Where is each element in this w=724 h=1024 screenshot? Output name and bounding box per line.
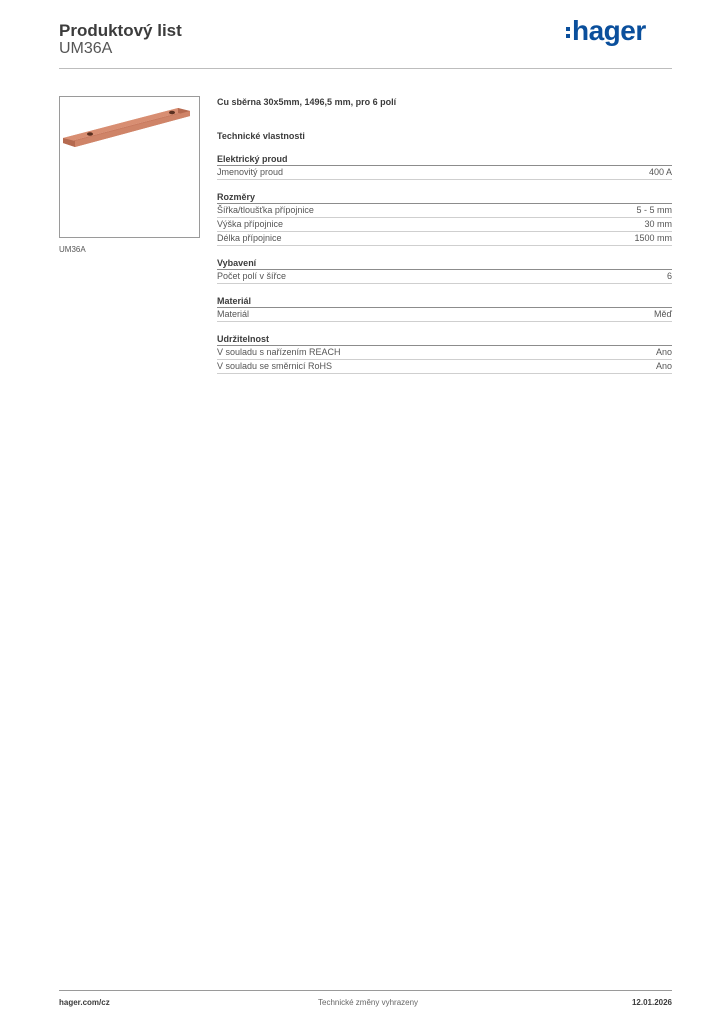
spec-group-electrical — [217, 153, 672, 180]
spec-group-title: Elektrický proud — [217, 153, 672, 166]
spec-group-sustainability — [217, 333, 672, 374]
spec-value: Ano — [655, 361, 672, 371]
spec-value: Měď — [653, 309, 672, 319]
spec-row — [217, 166, 672, 180]
spec-row — [217, 270, 672, 284]
spec-row — [217, 204, 672, 218]
section-title: Technické vlastnosti — [217, 131, 305, 141]
product-description: Cu sběrna 30x5mm, 1496,5 mm, pro 6 polí — [217, 97, 397, 107]
product-image-frame — [59, 96, 200, 238]
specifications — [217, 96, 672, 374]
logo-dots-icon — [566, 27, 570, 38]
page-title: Produktový list — [59, 21, 182, 40]
footer-website-link[interactable]: hager.com/cz — [59, 998, 110, 1007]
header-divider — [59, 68, 672, 69]
spec-label: V souladu s nařízením REACH — [217, 347, 341, 357]
spec-label: Šířka/tloušťka přípojnice — [217, 205, 314, 215]
footer-disclaimer: Technické změny vyhrazeny — [318, 998, 419, 1007]
spec-label: Materiál — [217, 309, 250, 319]
spec-value: Ano — [655, 347, 672, 357]
spec-row — [217, 308, 672, 322]
spec-group-title: Rozměry — [217, 191, 672, 204]
spec-value: 400 A — [648, 167, 672, 177]
logo-text: hager — [572, 15, 646, 46]
spec-label: V souladu se směrnicí RoHS — [217, 361, 333, 371]
footer-date: 12.01.2026 — [631, 998, 672, 1007]
spec-group-title: Vybavení — [217, 257, 672, 270]
spec-group-material — [217, 295, 672, 322]
spec-value: 5 - 5 mm — [636, 205, 672, 215]
product-code: UM36A — [59, 40, 113, 57]
spec-label: Výška přípojnice — [217, 219, 284, 229]
spec-value: 1500 mm — [634, 233, 672, 243]
spec-label: Počet polí v šířce — [217, 271, 287, 281]
footer-divider — [59, 990, 672, 991]
spec-row — [217, 360, 672, 374]
copper-busbar-icon — [60, 97, 199, 237]
spec-group-equipment — [217, 257, 672, 284]
spec-value: 30 mm — [644, 219, 672, 229]
spec-row — [217, 232, 672, 246]
spec-group-dimensions — [217, 191, 672, 246]
spec-value: 6 — [666, 271, 672, 281]
spec-label: Délka přípojnice — [217, 233, 282, 243]
spec-group-title: Udržitelnost — [217, 333, 672, 346]
spec-row — [217, 218, 672, 232]
spec-group-title: Materiál — [217, 295, 672, 308]
spec-label: Jmenovitý proud — [217, 167, 284, 177]
spec-row — [217, 346, 672, 360]
product-image-caption: UM36A — [59, 245, 86, 254]
hager-logo — [566, 16, 646, 46]
